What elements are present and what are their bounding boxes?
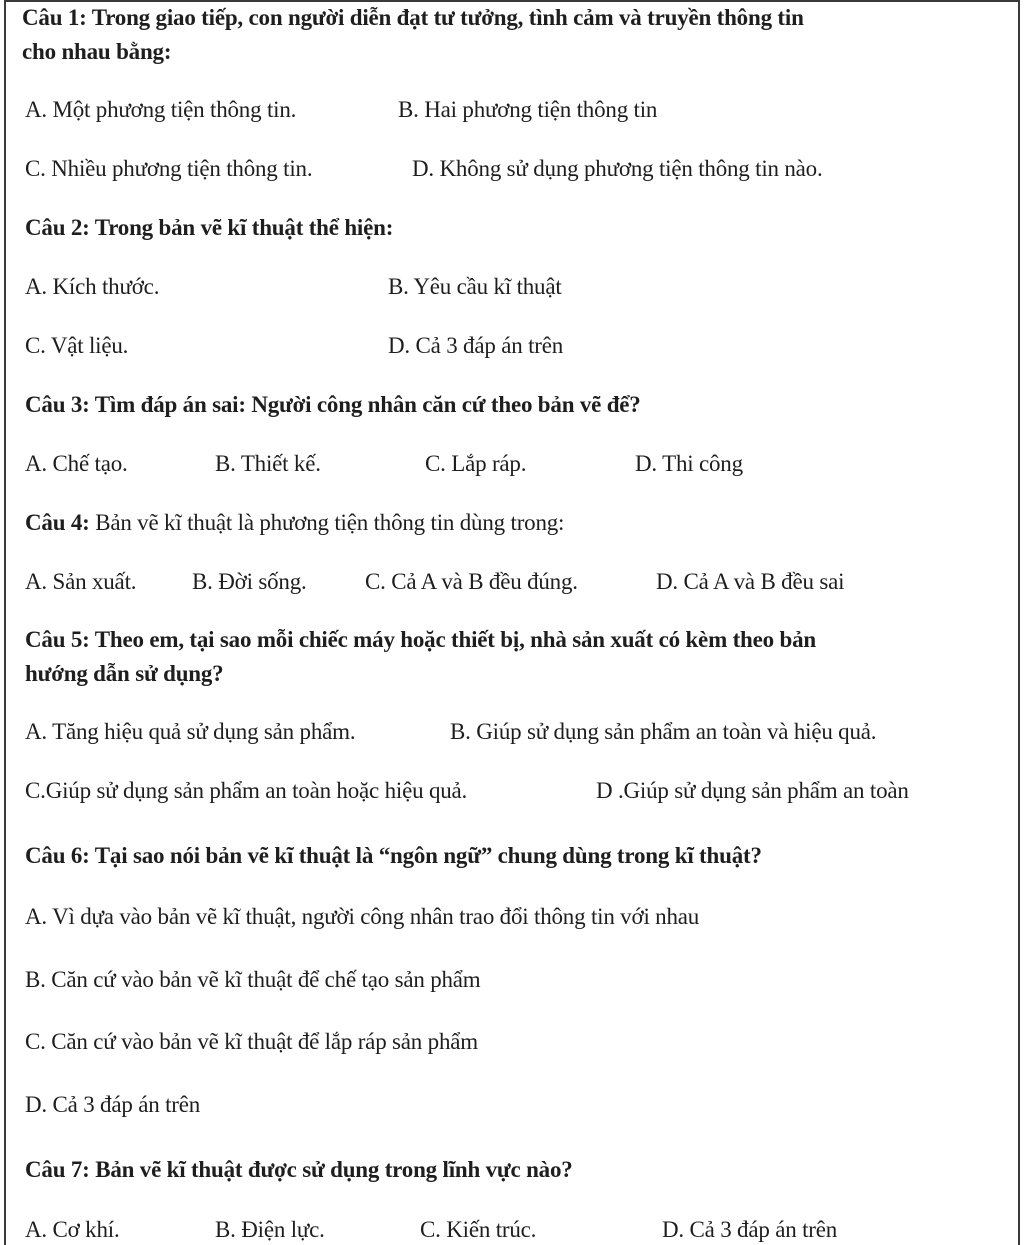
question-1-option-c: C. Nhiều phương tiện thông tin. <box>25 156 313 181</box>
question-1-option-b: B. Hai phương tiện thông tin <box>398 97 658 122</box>
question-2-label: Câu 2: <box>25 215 90 240</box>
question-7-option-b: B. Điện lực. <box>215 1217 325 1242</box>
question-3-option-a: A. Chế tạo. <box>25 451 128 476</box>
question-1-text-line-2: cho nhau bằng: <box>22 39 172 64</box>
question-7-option-d: D. Cả 3 đáp án trên <box>662 1217 838 1242</box>
question-5-line-1 <box>25 626 816 654</box>
question-2-option-a: A. Kích thước. <box>25 274 160 299</box>
question-2-option-d: D. Cả 3 đáp án trên <box>388 333 564 358</box>
question-4-option-b: B. Đời sống. <box>192 569 307 594</box>
question-5-option-d: D .Giúp sử dụng sản phẩm an toàn <box>596 778 909 803</box>
question-4-option-d: D. Cả A và B đều sai <box>656 569 845 594</box>
question-2-option-b: B. Yêu cầu kĩ thuật <box>388 274 562 299</box>
question-5-option-c: C.Giúp sử dụng sản phẩm an toàn hoặc hiệu quả. <box>25 778 468 803</box>
question-1-option-d: D. Không sử dụng phương tiện thông tin nào. <box>412 156 823 181</box>
question-7-option-c: C. Kiến trúc. <box>420 1217 537 1242</box>
question-6-option-c: C. Căn cứ vào bản vẽ kĩ thuật để lắp ráp sản phẩm <box>25 1029 478 1054</box>
question-4-option-c: C. Cả A và B đều đúng. <box>365 569 578 594</box>
question-6-line <box>25 842 762 870</box>
question-3-label: Câu 3: <box>25 392 90 417</box>
question-2-option-c: C. Vật liệu. <box>25 333 129 358</box>
question-7-label: Câu 7: <box>25 1157 90 1182</box>
question-1-line-1 <box>22 4 804 32</box>
question-4-option-a: A. Sản xuất. <box>25 569 137 594</box>
question-3-option-d: D. Thi công <box>635 451 743 476</box>
question-5-text-line-1: Theo em, tại sao mỗi chiếc máy hoặc thiết bị, nhà sản xuất có kèm theo bản <box>94 627 816 652</box>
question-4-line <box>25 509 564 537</box>
question-6-option-b: B. Căn cứ vào bản vẽ kĩ thuật để chế tạo sản phẩm <box>25 967 481 992</box>
question-7-line <box>25 1156 573 1184</box>
question-6-option-a: A. Vì dựa vào bản vẽ kĩ thuật, người công nhân trao đổi thông tin với nhau <box>25 904 700 929</box>
question-5-option-a: A. Tăng hiệu quả sử dụng sản phẩm. <box>25 719 356 744</box>
question-3-option-c: C. Lắp ráp. <box>425 451 527 476</box>
question-6-option-d: D. Cả 3 đáp án trên <box>25 1092 201 1117</box>
question-6-label: Câu 6: <box>25 843 90 868</box>
question-2-line <box>25 214 393 242</box>
document-frame <box>4 0 1020 1245</box>
question-2-text: Trong bản vẽ kĩ thuật thể hiện: <box>94 215 394 240</box>
question-1-label: Câu 1: <box>22 5 87 30</box>
question-5-option-b: B. Giúp sử dụng sản phẩm an toàn và hiệu quả. <box>450 719 877 744</box>
question-5-text-line-2: hướng dẫn sử dụng? <box>25 661 224 686</box>
question-1-option-a: A. Một phương tiện thông tin. <box>25 97 297 122</box>
question-1-text-line-1: Trong giao tiếp, con người diễn đạt tư tưởng, tình cảm và truyền thông tin <box>91 5 804 30</box>
question-7-option-a: A. Cơ khí. <box>25 1217 120 1242</box>
question-3-line <box>25 391 641 419</box>
question-7-text: Bản vẽ kĩ thuật được sử dụng trong lĩnh vực nào? <box>95 1157 573 1182</box>
question-4-text: Bản vẽ kĩ thuật là phương tiện thông tin dùng trong: <box>95 510 565 535</box>
question-4-label: Câu 4: <box>25 510 90 535</box>
question-6-text: Tại sao nói bản vẽ kĩ thuật là “ngôn ngữ” chung dùng trong kĩ thuật? <box>94 843 762 868</box>
question-3-text: Tìm đáp án sai: Người công nhân căn cứ theo bản vẽ để? <box>94 392 641 417</box>
question-5-label: Câu 5: <box>25 627 90 652</box>
question-3-option-b: B. Thiết kế. <box>215 451 321 476</box>
